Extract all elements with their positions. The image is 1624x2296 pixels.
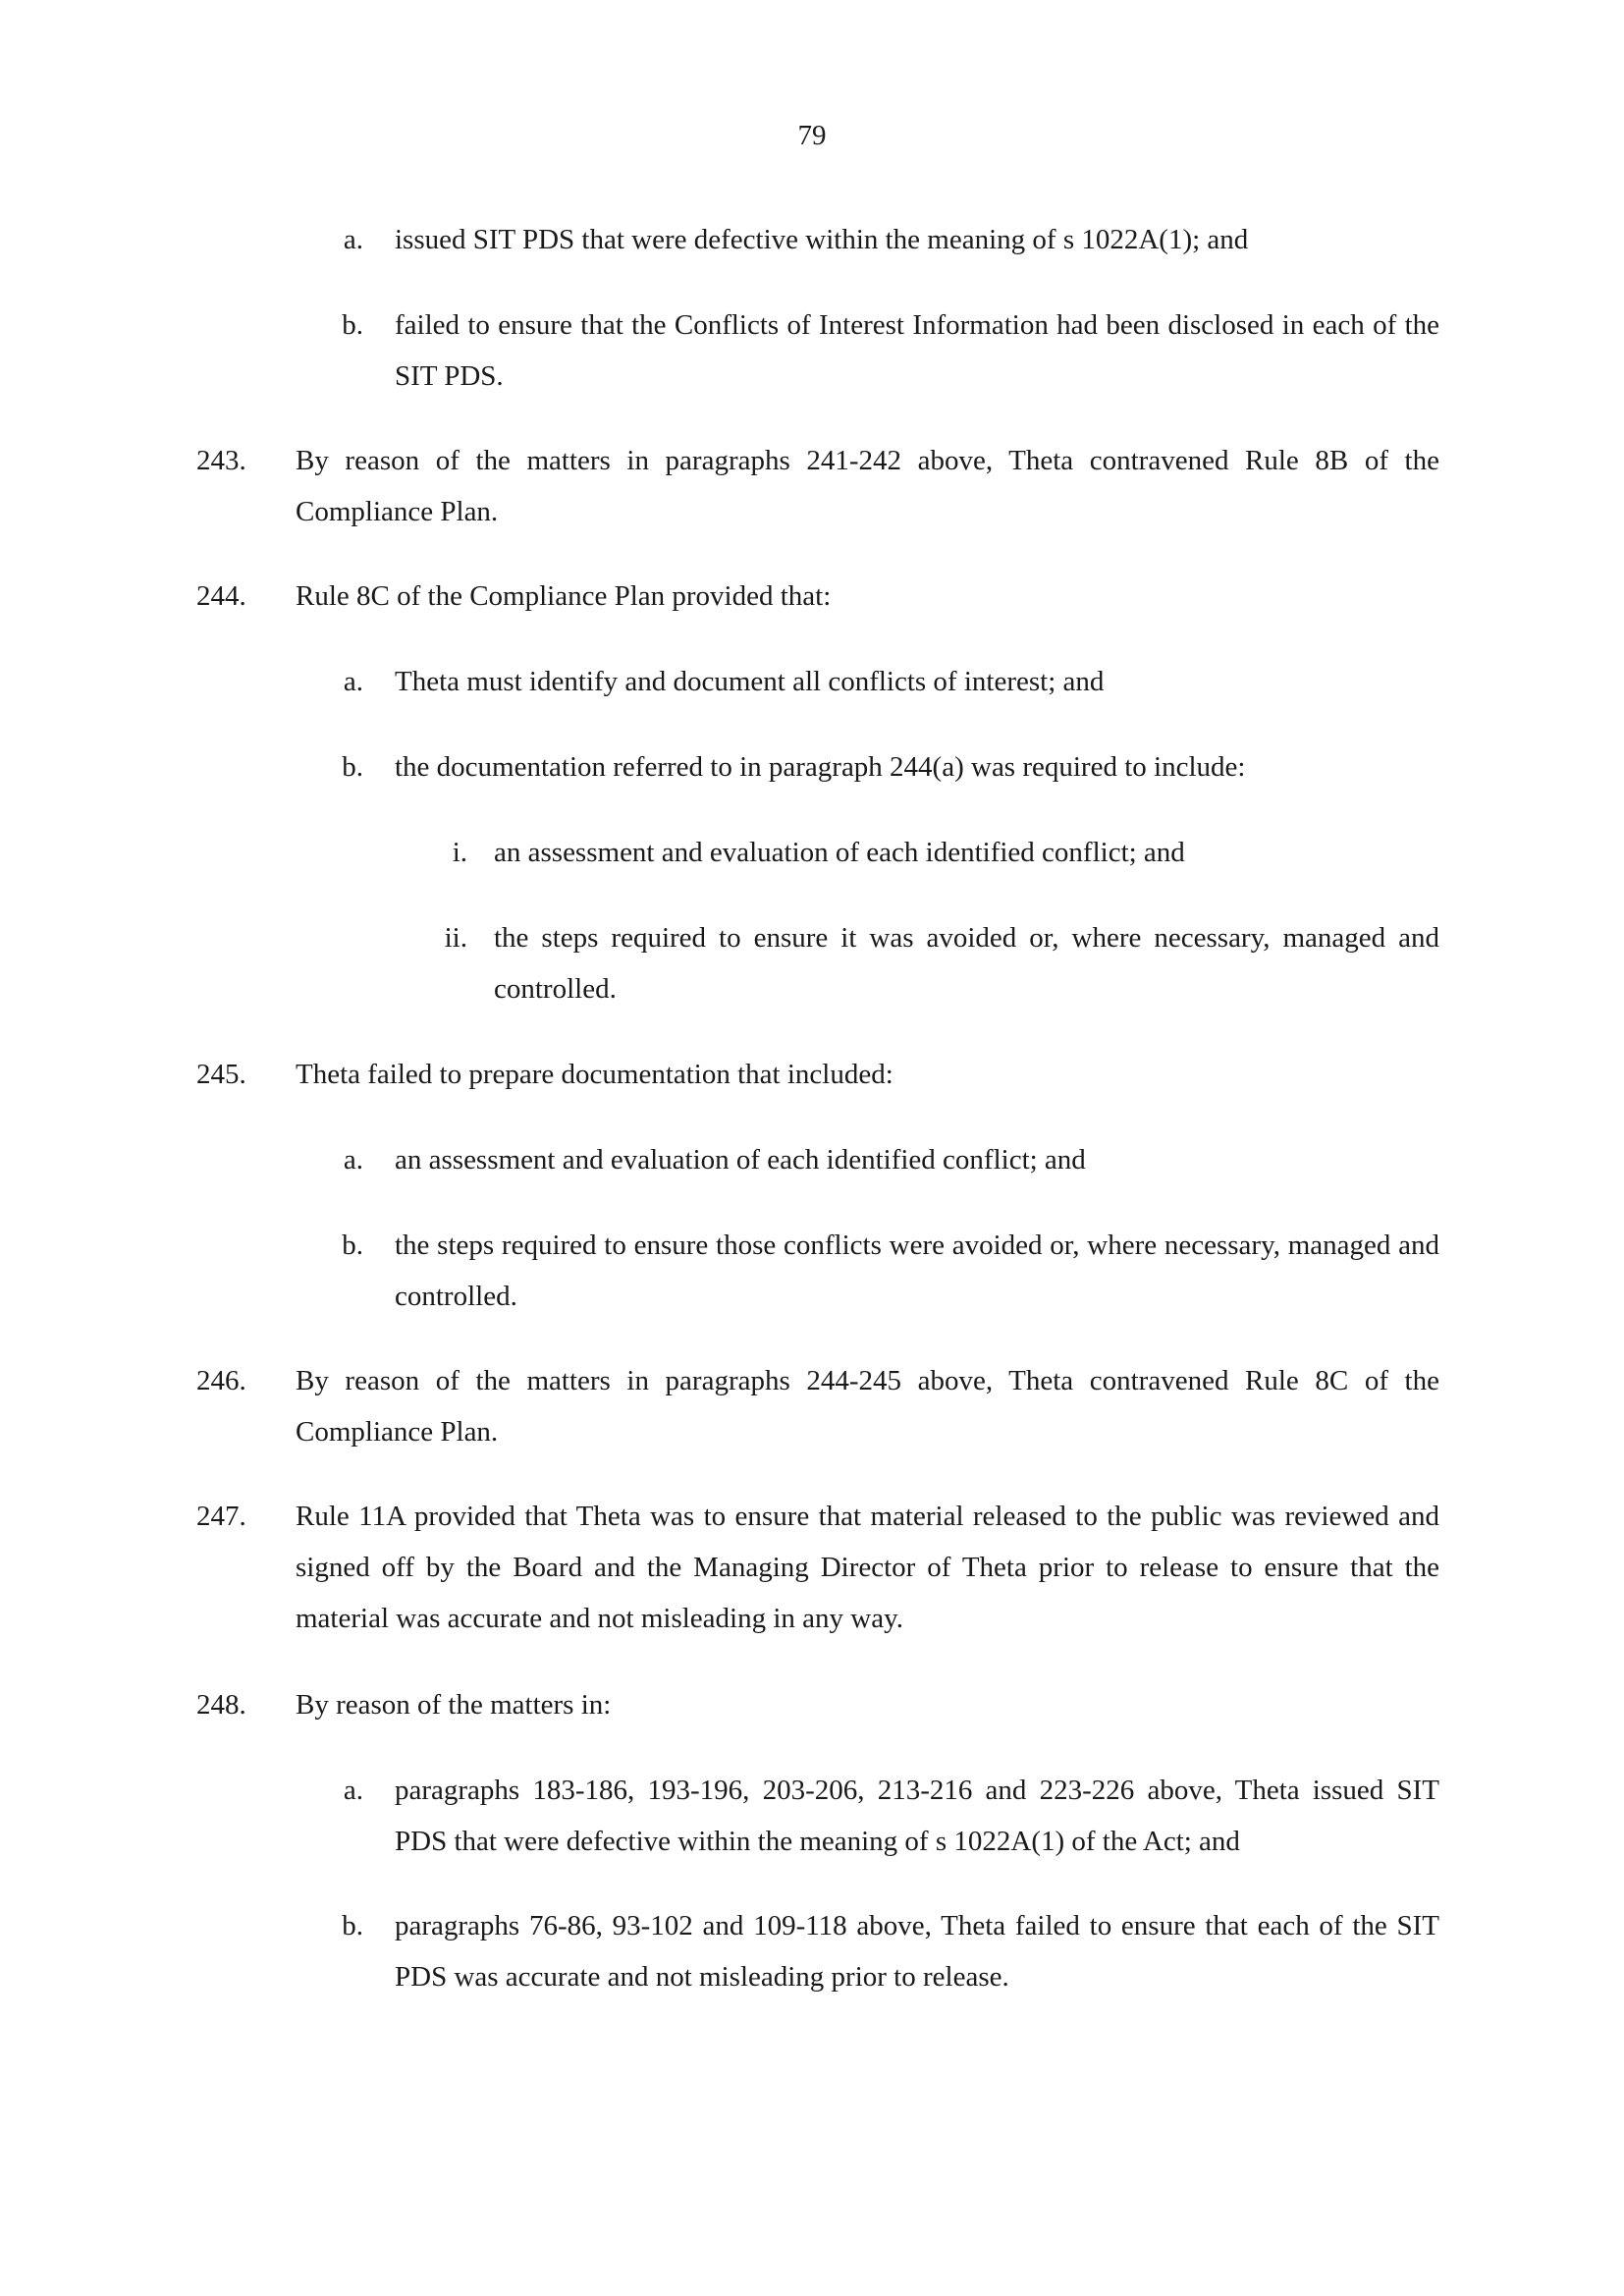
paragraph-text: Rule 8C of the Compliance Plan provided that: [296, 580, 832, 612]
item-label: i. [452, 837, 467, 868]
item-text: paragraphs 76-86, 93-102 and 109-118 above, Theta failed to ensure that each of the SIT PDS was accurate and not misleading prior to release. [395, 1910, 1439, 1993]
item-label: ii. [444, 922, 467, 954]
item-text: an assessment and evaluation of each identified conflict; and [494, 837, 1185, 868]
item-label: a. [343, 1775, 363, 1806]
item-label: b. [342, 1910, 363, 1941]
item-text: failed to ensure that the Conflicts of Interest Information had been disclosed in each of the SIT PDS. [395, 309, 1439, 392]
item-label: b. [342, 751, 363, 783]
paragraph-number: 244. [196, 580, 246, 612]
item-text: the steps required to ensure those conflicts were avoided or, where necessary, managed and controlled. [395, 1230, 1439, 1312]
paragraph-text: By reason of the matters in paragraphs 244-245 above, Theta contravened Rule 8C of the Compliance Plan. [296, 1365, 1439, 1448]
paragraph-number: 246. [196, 1365, 246, 1396]
item-label: a. [343, 224, 363, 255]
paragraph-number: 243. [196, 445, 246, 476]
paragraph-number: 245. [196, 1059, 246, 1090]
paragraph-text: By reason of the matters in: [296, 1689, 612, 1721]
page-number: 79 [797, 120, 827, 151]
item-text: Theta must identify and document all conflicts of interest; and [395, 666, 1105, 697]
paragraph-text: Rule 11A provided that Theta was to ensure that material released to the public was reviewed and signed off by the Board and the Managing Director of Theta prior to release to ensure that the material was accurate and not misleading in any way. [296, 1501, 1439, 1634]
item-label: a. [343, 1144, 363, 1175]
item-text: the documentation referred to in paragraph 244(a) was required to include: [395, 751, 1246, 783]
item-text: the steps required to ensure it was avoided or, where necessary, managed and controlled. [494, 922, 1439, 1005]
item-text: issued SIT PDS that were defective within the meaning of s 1022A(1); and [395, 224, 1249, 255]
item-label: a. [343, 666, 363, 697]
paragraph-number: 247. [196, 1501, 246, 1532]
paragraph-text: By reason of the matters in paragraphs 241-242 above, Theta contravened Rule 8B of the Compliance Plan. [296, 445, 1439, 527]
item-label: b. [342, 1230, 363, 1261]
item-text: an assessment and evaluation of each identified conflict; and [395, 1144, 1086, 1175]
item-text: paragraphs 183-186, 193-196, 203-206, 213-216 and 223-226 above, Theta issued SIT PDS that were defective within the meaning of s 1022A(1) of the Act; and [395, 1775, 1439, 1857]
paragraph-number: 248. [196, 1689, 246, 1721]
paragraph-text: Theta failed to prepare documentation that included: [296, 1059, 893, 1090]
item-label: b. [342, 309, 363, 341]
